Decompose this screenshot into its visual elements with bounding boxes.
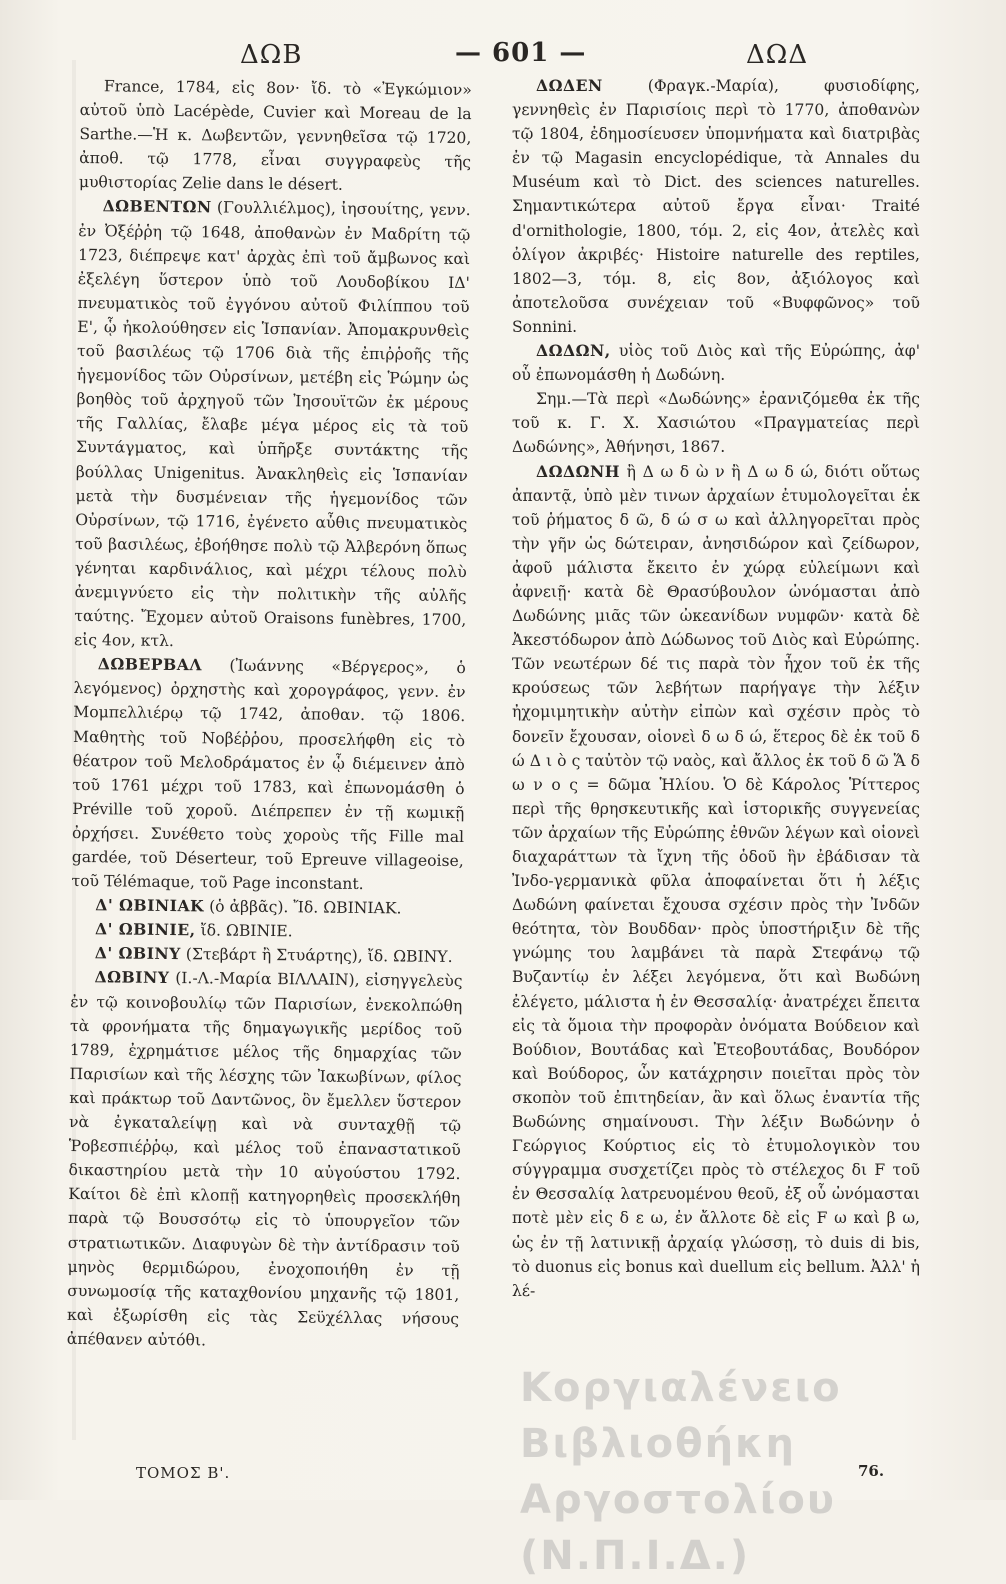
dictionary-entry — [74, 194, 471, 656]
watermark-line-2: Αργοστολίου (Ν.Π.Ι.Δ.) — [520, 1477, 836, 1579]
entry-text: (Ἰωάννης «Βέργερος», ὁ λεγόμενος) ὀρχηστὴς καὶ χορογράφος, γενν. ἐν Μομπελλιέρῳ τῷ 1742, ἀποθαν. τῷ 1806. Μαθητὴς τοῦ Νοβέῤῥου, προσελήφθη εἰς τὸ θέατρον τοῦ Μελοδράματος ἐν ᾧ διέμεινεν ἀπὸ τοῦ 1761 μέχρι τοῦ 1783, καὶ ἐπωνομάσθη ὁ Préville τοῦ χοροῦ. Διέπρεπεν ἐν τῇ κωμικῇ ὀρχήσει. Συνέθετο τοὺς χοροὺς τῆς Fille mal gardée, τοῦ Déserteur, τοῦ Epreuve villageoise, τοῦ Télémaque, τοῦ Page inconstant. — [71, 656, 466, 894]
volume-label: ΤΟΜΟΣ Β'. — [136, 1464, 231, 1482]
entry-headword: ΔΩΔΕΝ — [536, 76, 603, 95]
entry-text: (ὁ ἀββᾶς). Ἴδ. ΩΒΙΝΙΑΚ. — [209, 897, 402, 918]
entry-text: (Στεβάρτ ἢ Στυάρτης), ἴδ. ΩΒΙΝΥ. — [185, 945, 453, 967]
entry-text: (Ι.-Λ.-Μαρία ΒΙΛΛΑΙΝ), εἰσηγγελεὺς ἐν τῷ κοινοβουλίῳ τῶν Παρισίων, ἐνεκολπώθη τὰ φρονήματα τῆς δημαγωγικῆς μερίδος τοῦ 1789, ἐχρημάτισε μέλος τῆς δημαρχίας τῶν Παρισίων καὶ τῆς λέσχης τῶν Ἰακωβίνων, φίλος καὶ πράκτωρ τοῦ Δαντῶνος, ὃν ἔμελλεν ὕστερον νὰ ἐγκαταλείψῃ καὶ νὰ συνταχθῇ τῷ Ῥοβεσπιέῤῥῳ, καὶ μέλος τοῦ ἐπαναστατικοῦ δικαστηρίου μετὰ τὴν 10 αὐγούστου 1792. Καίτοι δὲ ἐπὶ κλοπῇ κατηγορηθεὶς προσεκλήθη παρὰ τῷ Βουσσότῳ εἰς τὸ ὑπουργεῖον τῶν στρατιωτικῶν. Διαφυγὼν δὲ τὴν ἀντίδρασιν τοῦ μηνὸς θερμιδώρου, ἐνοχοποιήθη ἐν τῇ συνωμοσίᾳ τῆς καταχθονίου μηχανῆς τῷ 1801, καὶ ἐξωρίσθη εἰς τὰς Σεϋχέλλας νήσους ἀπέθανεν αὐτόθι. — [66, 969, 463, 1350]
entry-text: France, 1784, εἰς 8ον· ἴδ. τὸ «Ἐγκώμιον» αὐτοῦ ὑπὸ Lacépède, Cuvier καὶ Moreau de la Sarthe.—Ἡ κ. Δωβεντῶν, γεννηθεῖσα τῷ 1720, ἀποθ. τῷ 1778, εἶναι συγγραφεὺς τῆς μυθιστορίας Zelie dans le désert. — [78, 77, 472, 195]
entry-text: ἴδ. ΩΒΙΝΙΕ. — [200, 921, 293, 941]
entry-headword: ΔΩΒΕΡΒΑΛ — [97, 654, 203, 675]
left-column — [67, 74, 472, 1355]
header-left-guide: ΔΩΒ — [240, 40, 303, 70]
watermark-line-1: Κοργιαλένειο Βιβλιοθήκη — [520, 1365, 842, 1467]
page-number: — 601 — — [455, 38, 587, 68]
header-right-guide: ΔΩΔ — [746, 40, 809, 70]
entry-headword: ΔΩΔΩΝΗ — [536, 461, 620, 481]
signature-mark: 76. — [858, 1462, 885, 1480]
entry-text: Σημ.—Τὰ περὶ «Δωδώνης» ἐρανιζόμεθα ἐκ τῆς τοῦ κ. Γ. Χ. Χασιώτου «Πραγματείας περὶ Δωδώνης», Ἀθήνησι, 1867. — [512, 390, 920, 457]
entry-headword: Δ' ΩΒΙΝΙΕ, — [94, 919, 196, 940]
dictionary-entry — [512, 387, 920, 459]
entry-headword: Δ' ΩΒΙΝΥ — [94, 943, 181, 964]
dictionary-entry — [79, 74, 472, 199]
entry-headword: ΔΩΔΩΝ, — [536, 341, 611, 361]
entry-text: (Γουλλιέλμος), ἰησουίτης, γενν. ἐν Ὀξέῤῥη τῷ 1648, ἀποθανὼν ἐν Μαδρίτη τῷ 1723, διέπρεψε κατ' ἀρχὰς ἐπὶ τοῦ ἄμβωνος καὶ ἐξελέγη ὕστερον ὑπὸ τοῦ Λουδοβίκου ΙΔ' πνευματικὸς τοῦ ἐγγόνου αὐτοῦ Φιλίππου τοῦ Ε', ᾧ ἠκολούθησεν εἰς Ἱσπανίαν. Ἀπομακρυνθεὶς τοῦ βασιλέως τῷ 1706 διὰ τῆς ἐπιῤῥοῆς τῆς ἡγεμονίδος τῶν Οὐρσίνων, μετέβη εἰς Ῥώμην ὡς βοηθὸς τοῦ ἀρχηγοῦ τῶν Ἰησουϊτῶν ἐκ μέρους τῆς Γαλλίας, ἔλαβε μέγα μέρος εἰς τὰ τοῦ Συντάγματος, καὶ ὑπῆρξε συντάκτης τῆς βούλλας Unigenitus. Ἀνακληθεὶς εἰς Ἱσπανίαν μετὰ τὴν δυσμένειαν τῆς ἡγεμονίδος τῶν Οὐρσίνων, τῷ 1716, ἐγένετο αὖθις πνευματικὸς τοῦ βασιλέως, ἐβοήθησε πολὺ τῷ Ἀλβερόνη ὅπως γένηται καρδινάλιος, καὶ μέχρι τέλους πολὺ ἀνεμιγνύετο εἰς τὴν πολιτικὴν τῆς αὐλῆς ταύτης. Ἔχομεν αὐτοῦ Oraisons funèbres, 1700, εἰς 4ον, κτλ. — [73, 198, 471, 651]
dictionary-entry — [67, 965, 463, 1355]
right-column — [512, 74, 920, 1303]
dictionary-entry — [512, 74, 920, 339]
entry-text: ἢ Δ ω δ ὼ ν ἢ Δ ω δ ώ, διότι οὕτως ἀπαντᾷ, ὑπὸ μὲν τινων ἀρχαίων ἐτυμολογεῖται ἐκ τοῦ ῥήματος δ ῶ, δ ώ σ ω καὶ ἀλληγορεῖται πρὸς τὴν γῆν ὡς δώτειραν, ἀνησιδώρον καὶ ζείδωρον, ἀφοῦ μάλιστα ἔκειτο ἐν χώρᾳ εὐλείμωνι καὶ ἀφνειῇ· κατὰ δὲ Θρασύβουλον ὠνόμασται ἀπὸ Δωδώνης μιᾶς τῶν ὠκεανίδων νυμφῶν· κατὰ δὲ Ἀκεστόδωρον ἀπὸ Δώδωνος τοῦ Διὸς καὶ Εὐρώπης. Τῶν νεωτέρων δέ τις παρὰ τὸν ἦχον τοῦ ἐκ τῆς κρούσεως τῶν λεβήτων παρήγαγε τὴν λέξιν ἠχομιμητικὴν αὐτὴν εἰπὼν καὶ σχέσιν πρὸς τὸ δονεῖν ἔχουσαν, οἱονεὶ δ ω δ ώ, ἕτερος δὲ ἐκ τοῦ δ ώ Δ ι ὸ ς ταὐτὸν τῷ ναὸς, καὶ ἄλλος ἐκ τοῦ δ ῶ Ἅ δ ω ν ο ς = δῶμα Ἡλίου. Ὁ δὲ Κάρολος Ῥίττερος περὶ τῆς θρησκευτικῆς καὶ ἱστορικῆς συγγενείας τῶν ἀρχαίων τῆς Εὐρώπης ἐθνῶν λέγων καὶ οἱονεὶ διαχαράττων τὰ ἴχνη τῆς ὁδοῦ ἣν ἐβάδισαν τὰ Ἰνδο-γερμανικὰ φῦλα ἀποφαίνεται ὅτι ἡ λέξις Δωδώνη φαίνεται ἔχουσα σχέσιν πρὸς τὴν Ἰνδῶν θεότητα, τὸν Βουδδαν· πρὸς ὑποστήριξιν δὲ τῆς γνώμης του λαμβάνει τὰ παρὰ Στεφάνῳ τῷ Βυζαντίῳ ἐν λέξει λεγόμενα, ὅτι καὶ Βωδώνη ἐλέγετο, μάλιστα ἡ ἐν Θεσσαλίᾳ· ἀνατρέχει ἔπειτα εἰς τὰ ὅμοια τὴν προφορὰν ὀνόματα Βούδειον καὶ Βούδιον, Βουτάδας καὶ Ἐτεοβουτάδας, Βουδόρον καὶ Βούδορος, ὧν κατάχρησιν ποιεῖται πρὸς τὸν σκοπὸν τοῦ ἐπιτηδείαν, ἂν καὶ ὅλως ἐναντία τῆς Βωδώνης σημαίνουσι. Τὴν λέξιν Βωδώνην ὁ Γεώργιος Κούρτιος εἰς τὸ ἐτυμολογικὸν του σύγγραμμα συσχετίζει πρὸς τὸ στέλεχος δι F τοῦ ἐν Θεσσαλίᾳ λατρευομένου θεοῦ, ἐξ οὗ ὠνόμασται ποτὲ μὲν εἰς δ ε ω, ἐν ἄλλοτε δὲ εἰς F ω καὶ β ω, ὡς ἐν τῇ λατινικῇ ἀρχαίᾳ γλώσσῃ, τὸ duis di bis, τὸ duonus εἰς bonus καὶ duellum εἰς bellum. Ἀλλ' ἡ λέ- — [512, 462, 920, 1300]
entry-text: υἱὸς τοῦ Διὸς καὶ τῆς Εὐρώπης, ἀφ' οὗ ἐπωνομάσθη ἡ Δωδώνη. — [512, 342, 920, 385]
entry-headword: Δ' ΩΒΙΝΙΑΚ — [95, 895, 205, 916]
entry-headword: ΔΩΒΙΝΥ — [94, 967, 170, 988]
entry-headword: ΔΩΒΕΝΤΩΝ — [102, 196, 212, 217]
dictionary-entry — [512, 460, 920, 1303]
entry-text: (Φραγκ.-Μαρία), φυσιοδίφης, γεννηθεὶς ἐν Παρισίοις περὶ τὸ 1770, ἀποθανὼν τῷ 1804, ἐδημοσίευσεν ὑπομνήματα καὶ διατριβὰς ἐν τῷ Magasin encyclopédique, τὰ Annales du Muséum καὶ τὸ Dict. des sciences naturelles. Σημαντικώτερα αὐτοῦ ἔργα εἶναι· Traité d'ornithologie, 1800, τόμ. 2, εἰς 4ον, ἀτελὲς καὶ ὀλίγον ἀκριβές· Histoire naturelle des reptiles, 1802—3, τόμ. 8, εἰς 8ον, ἀξιόλογος καὶ ἀποτελοῦσα συνέχειαν τοῦ «Βυφφῶνος» τοῦ Sonnini. — [512, 77, 920, 336]
library-watermark — [520, 1360, 990, 1579]
dictionary-entry — [71, 652, 466, 897]
dictionary-entry — [512, 339, 920, 387]
